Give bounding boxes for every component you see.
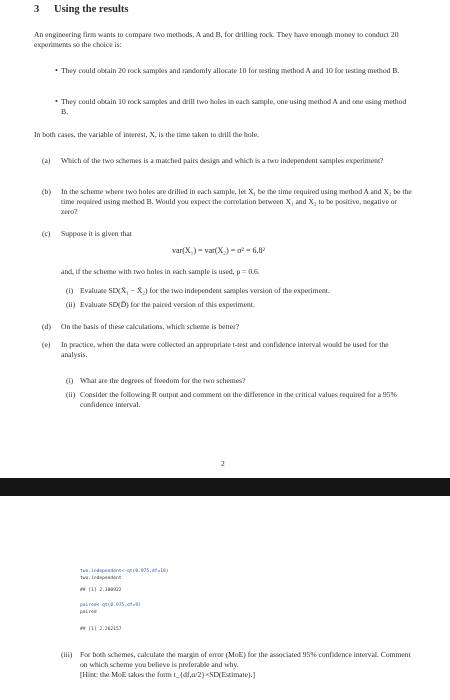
bullet-marker: • (55, 66, 58, 75)
variable-statement: In both cases, the variable of interest, X, is the time taken to drill the hole. (34, 130, 260, 139)
intro-paragraph: An engineering firm wants to compare two methods, A and B, for drilling rock. They have enough money to conduct 20 experiments so the choice is: (34, 30, 399, 49)
code-line: two.independent (80, 576, 122, 581)
subpart-text: For both schemes, calculate the margin of error (MoE) for the associated 95% confidence interval. Comment on which scheme you believe is preferable and why. (80, 650, 411, 669)
page-separator-bar (0, 478, 450, 496)
code-line: paired<-qt(0.975,df=9) (80, 603, 141, 608)
variance-formula: var(X₁) = var(X₂) = σ² = 6.8² (172, 246, 265, 255)
code-output: ## [1] 2.262157 (80, 627, 122, 632)
part-label: (e) (42, 340, 51, 349)
code-line: two.independent<-qt(0.975,df=18) (80, 569, 169, 574)
bullet-item: They could obtain 20 rock samples and randomly allocate 10 for testing method A and 10 for testing method B. (61, 66, 400, 75)
subpart-text: Consider the following R output and comment on the difference in the critical values required for a 95% confidence interval. (80, 390, 397, 409)
part-label: (c) (42, 229, 51, 238)
part-label: (b) (42, 187, 51, 196)
part-label: (a) (42, 156, 51, 165)
section-number: 3 (34, 4, 40, 15)
subpart-label: (iii) (61, 650, 73, 659)
part-label: (d) (42, 322, 51, 331)
subpart-label: (i) (66, 376, 74, 385)
part-text: Which of the two schemes is a matched pairs design and which is a two independent samples experiment? (61, 156, 384, 165)
code-line: paired (80, 610, 97, 615)
subpart-text: What are the degrees of freedom for the two schemes? (80, 376, 246, 385)
bullet-item: They could obtain 10 rock samples and drill two holes in each sample, one using method A and one using method B. (61, 97, 407, 116)
bullet-marker: • (55, 97, 58, 106)
section-heading (34, 4, 128, 15)
page-number: 2 (221, 459, 225, 468)
part-text: In the scheme where two holes are drilled in each sample, let X₁ be the time required using method A and X₂ be the time required using method B. Would you expect the correlation between X₁ and X₂ to be positive, negative or zero? (61, 187, 412, 216)
part-text: Suppose it is given that (61, 229, 132, 238)
subpart-text: Evaluate SD(X̄₁ − X̄₂) for the two independent samples version of the experiment. (80, 286, 330, 295)
part-text: In practice, when the data were collected an appropriate t-test and confidence interval would be used for the analysis. (61, 340, 389, 359)
correlation-statement: and, if the scheme with two holes in each sample is used, ρ = 0.6. (61, 267, 260, 276)
hint-text: [Hint: the MoE takes the form t_{df,α/2}×SD(Estimate).] (80, 670, 255, 679)
part-text: On the basis of these calculations, which scheme is better? (61, 322, 239, 331)
subpart-text: Evaluate SD(D̄) for the paired version of this experiment. (80, 300, 255, 309)
document-page-2 (0, 496, 450, 700)
subpart-label: (ii) (66, 300, 76, 309)
subpart-label: (ii) (66, 390, 76, 399)
code-output: ## [1] 2.100922 (80, 588, 122, 593)
subpart-label: (i) (66, 286, 74, 295)
section-title: Using the results (54, 4, 129, 15)
